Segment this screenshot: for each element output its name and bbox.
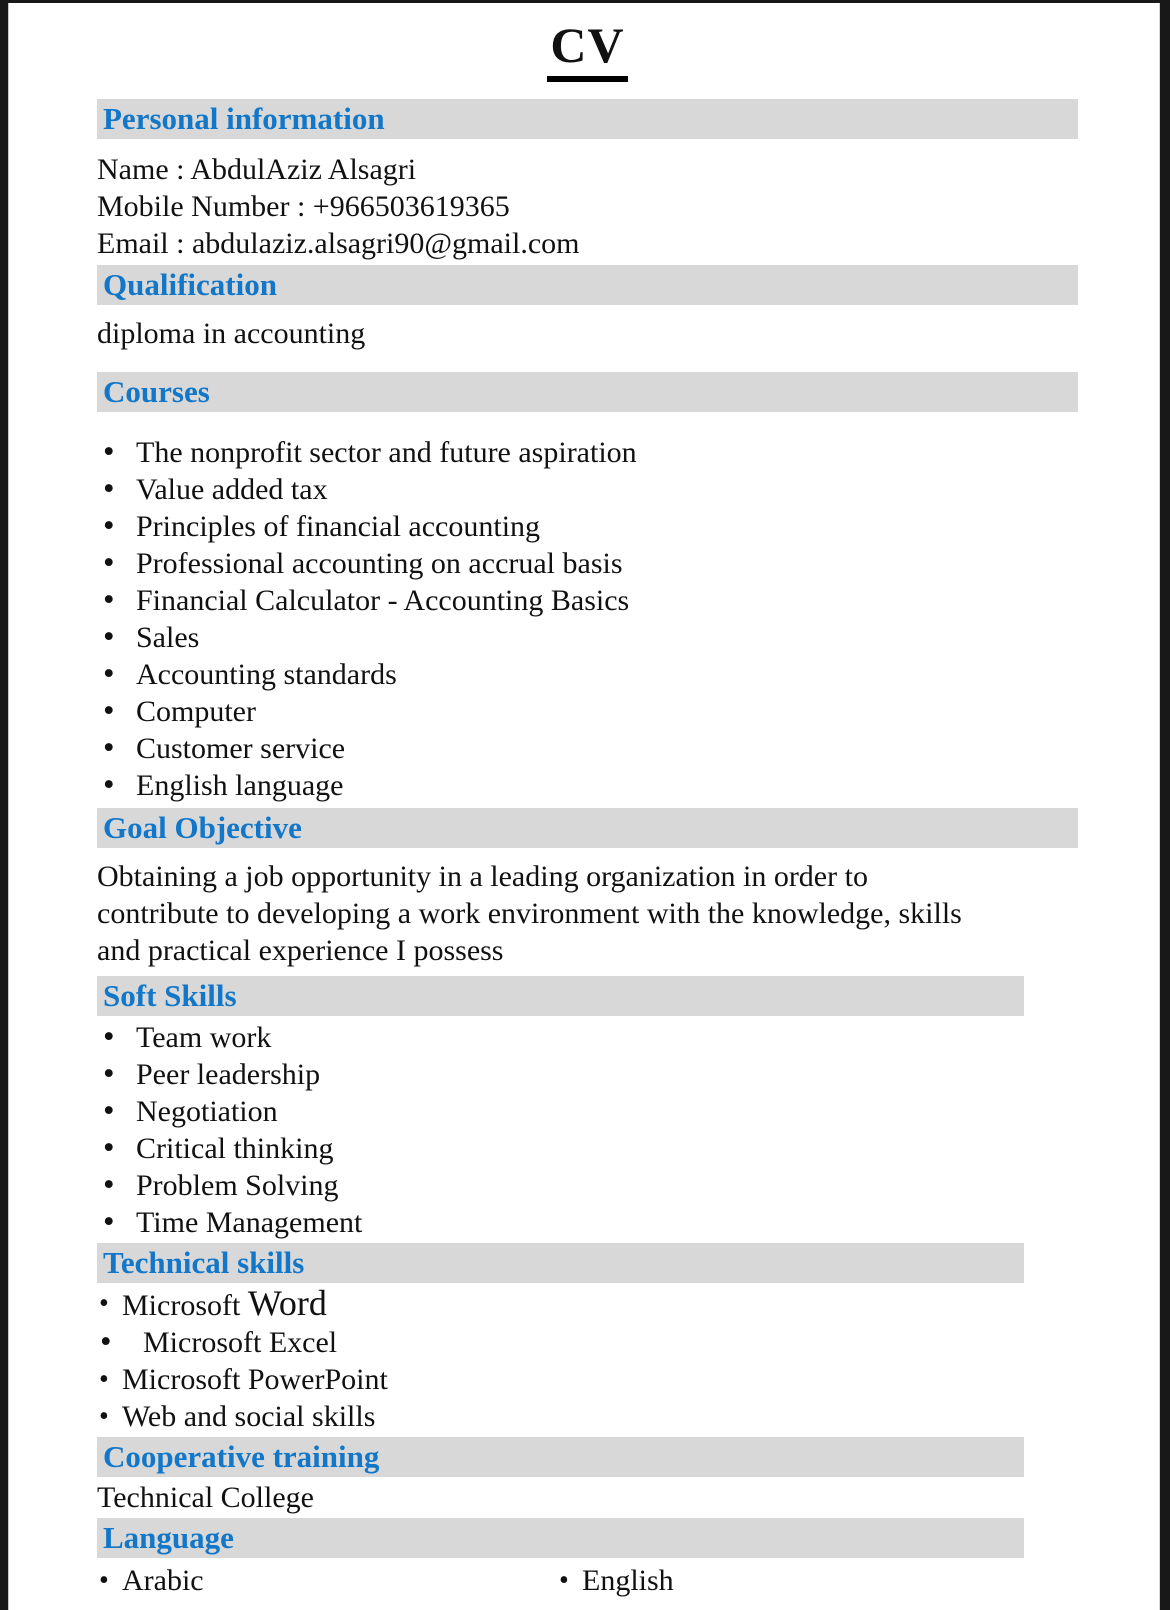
section-heading-goal-objective: Goal Objective [97,808,1078,848]
list-item-label: Arabic [122,1564,204,1597]
bullet-icon: • [103,1167,115,1203]
page-title: CV [547,17,627,82]
list-item [97,1019,1078,1056]
technical-skills-list [97,1285,1078,1435]
courses-list [97,434,1078,804]
list-item-label: English language [136,769,344,802]
list-item-label: The nonprofit sector and future aspiration [136,436,637,469]
bullet-icon: • [103,619,115,655]
bullet-icon: • [99,1288,109,1319]
list-item-label: Customer service [136,732,346,765]
page-content [97,17,1078,1599]
goal-line: contribute to developing a work environment with the knowledge, skills [97,897,962,930]
bullet-icon: • [100,1324,112,1360]
section-heading-cooperative-training: Cooperative training [97,1437,1024,1477]
personal-email-line: Email : abdulaziz.alsagri90@gmail.com [97,227,580,260]
list-item-label: Value added tax [136,473,328,506]
personal-name-line: Name : AbdulAziz Alsagri [97,153,417,186]
bullet-icon: • [103,582,115,618]
bullet-icon: • [559,1565,569,1596]
bullet-icon: • [99,1364,109,1395]
list-item [557,1562,1078,1599]
list-item [97,619,1078,656]
list-item [97,545,1078,582]
section-heading-courses: Courses [97,372,1078,412]
bullet-icon: • [103,471,115,507]
list-item-label: Negotiation [136,1095,278,1128]
section-heading-technical-skills: Technical skills [97,1243,1024,1283]
list-item [97,471,1078,508]
personal-mobile-line: Mobile Number : +966503619365 [97,190,510,223]
section-heading-language: Language [97,1518,1024,1558]
tech-skill-prefix: Microsoft [122,1289,248,1322]
list-item [97,1130,1078,1167]
goal-line: and practical experience I possess [97,934,504,967]
language-list [97,1562,1078,1599]
list-item-label: Microsoft PowerPoint [122,1363,388,1396]
list-item-label [122,1285,1078,1324]
list-item-label: Accounting standards [136,658,397,691]
list-item [97,1285,1078,1324]
bullet-icon: • [103,1130,115,1166]
bullet-icon: • [103,730,115,766]
list-item [97,693,1078,730]
list-item [97,1361,1078,1398]
bullet-icon: • [103,767,115,803]
bullet-icon: • [99,1401,109,1432]
soft-skills-list [97,1019,1078,1241]
list-item-label: Team work [136,1021,272,1054]
list-item-label: Principles of financial accounting [136,510,541,543]
list-item [97,582,1078,619]
list-item [97,730,1078,767]
bullet-icon: • [103,656,115,692]
list-item-label: Microsoft Excel [143,1326,338,1359]
list-item [97,767,1078,804]
list-item-label: Financial Calculator - Accounting Basics [136,584,630,617]
section-heading-qualification: Qualification [97,265,1078,305]
bullet-icon: • [99,1565,109,1596]
goal-line: Obtaining a job opportunity in a leading organization in order to [97,860,868,893]
tech-skill-emph: Word [247,1283,327,1323]
personal-info-block [97,151,1078,262]
title-row [97,17,1078,82]
list-item-label: Web and social skills [122,1400,376,1433]
section-heading-personal-information: Personal information [97,99,1078,139]
bullet-icon: • [103,545,115,581]
bullet-icon: • [103,434,115,470]
list-item [97,1167,1078,1204]
cooperative-training-text: Technical College [97,1481,314,1514]
bullet-icon: • [103,693,115,729]
list-item-label: Professional accounting on accrual basis [136,547,623,580]
list-item-label: English [582,1564,674,1597]
list-item-label: Peer leadership [136,1058,321,1091]
list-item [97,1324,1078,1361]
bullet-icon: • [103,1019,115,1055]
bullet-icon: • [103,1093,115,1129]
section-heading-soft-skills: Soft Skills [97,976,1024,1016]
bullet-icon: • [103,1056,115,1092]
list-item [97,434,1078,471]
list-item-label: Critical thinking [136,1132,334,1165]
goal-objective-text [97,858,1078,969]
bullet-icon: • [103,508,115,544]
document-page [8,3,1160,1610]
list-item [97,1204,1078,1241]
list-item-label: Computer [136,695,256,728]
list-item [97,1398,1078,1435]
list-item [97,1562,557,1599]
list-item [97,508,1078,545]
bullet-icon: • [103,1204,115,1240]
qualification-text: diploma in accounting [97,317,366,350]
list-item [97,1093,1078,1130]
list-item [97,656,1078,693]
list-item-label: Time Management [136,1206,363,1239]
list-item [97,1056,1078,1093]
list-item-label: Sales [136,621,200,654]
list-item-label: Problem Solving [136,1169,339,1202]
